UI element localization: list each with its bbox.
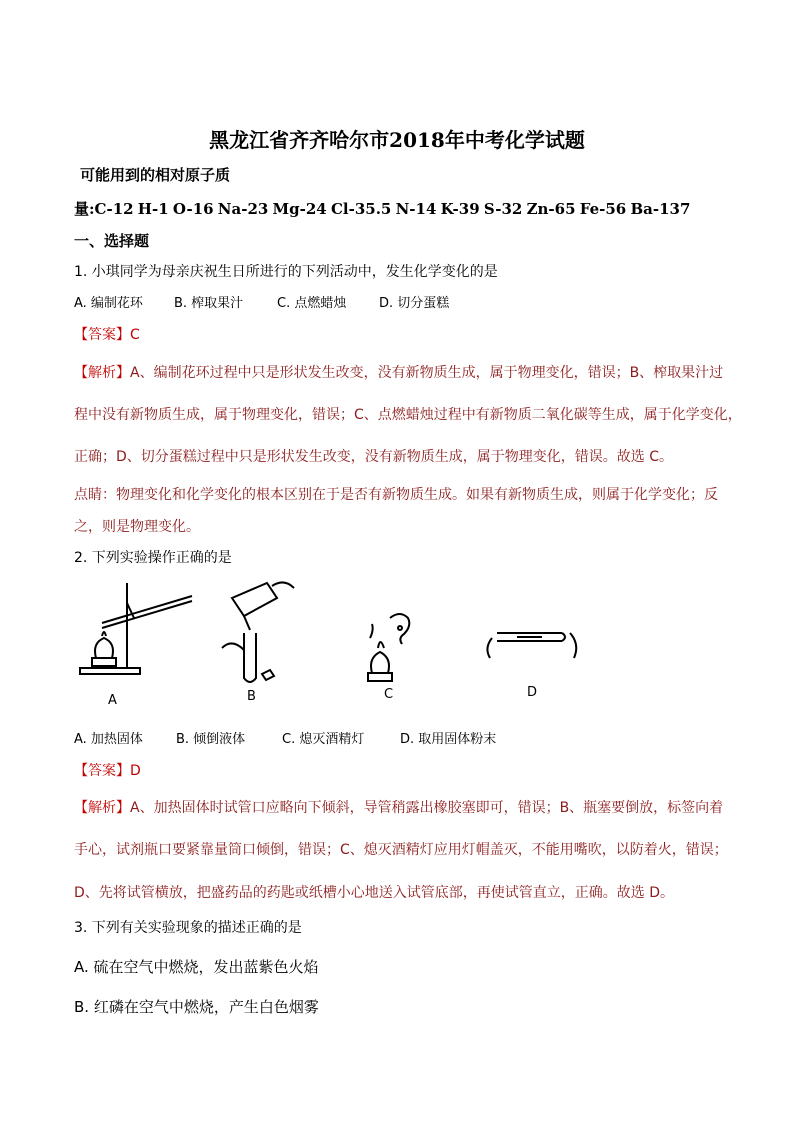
analysis-2-line-2: 手心，试剂瓶口要紧靠量筒口倾倒，错误；C、熄灭酒精灯应用灯帽盖灭，不能用嘴吹，以防着火，错误； — [74, 842, 728, 858]
atomic-mass-heading: 可能用到的相对原子质 — [80, 166, 231, 184]
figure-label-b: B — [247, 689, 256, 704]
analysis-1-line-3: 正确；D、切分蛋糕过程中只是形状发生改变，没有新物质生成，属于物理变化，错误。故选 C。 — [74, 449, 674, 465]
question-3-stem: 3. 下列有关实验现象的描述正确的是 — [74, 920, 302, 936]
answer-tag: 【答案】 — [74, 327, 130, 343]
question-2-stem: 2. 下列实验操作正确的是 — [74, 550, 232, 566]
tip-1-line-2: 之，则是物理变化。 — [74, 519, 200, 535]
analysis-2-line-3: D、先将试管横放，把盛药品的药匙或纸槽小心地送入试管底部，再使试管直立，正确。故选 D。 — [74, 885, 675, 901]
tip-1-line-1: 点睛：物理变化和化学变化的根本区别在于是否有新物质生成。如果有新物质生成，则属于化学变化；反 — [74, 487, 718, 503]
question-1-stem: 1. 小琪同学为母亲庆祝生日所进行的下列活动中，发生化学变化的是 — [74, 264, 498, 280]
answer-tag: 【答案】 — [74, 763, 130, 779]
option-b: B. 榨取果汁 — [174, 296, 244, 311]
atomic-mass-line: 量:C-12 H-1 O-16 Na-23 Mg-24 Cl-35.5 N-14 K-39 S-32 Zn-65 Fe-56 Ba-137 — [74, 200, 691, 218]
option-b: B. 倾倒液体 — [176, 732, 246, 747]
question-3-option-b: B. 红磷在空气中燃烧，产生白色烟雾 — [74, 998, 319, 1016]
option-a: A. 编制花环 — [74, 296, 143, 311]
apparatus-d-drawing — [487, 633, 576, 658]
page-title: 黑龙江省齐齐哈尔市2018年中考化学试题 — [209, 128, 585, 152]
option-c: C. 点燃蜡烛 — [277, 296, 347, 311]
analysis-1-line-2: 程中没有新物质生成，属于物理变化，错误；C、点燃蜡烛过程中有新物质二氧化碳等生成，属于化学变化， — [74, 407, 742, 423]
apparatus-b-drawing — [222, 582, 294, 682]
experiment-figure — [72, 578, 592, 708]
option-a: A. 加热固体 — [74, 732, 143, 747]
answer-2 — [74, 760, 141, 780]
option-c: C. 熄灭酒精灯 — [282, 732, 365, 747]
answer-value: C — [130, 327, 140, 343]
question-3-option-a: A. 硫在空气中燃烧，发出蓝紫色火焰 — [74, 958, 319, 976]
option-d: D. 切分蛋糕 — [379, 296, 450, 311]
analysis-tag: 【解析】 — [74, 365, 130, 381]
figure-label-c: C — [384, 687, 394, 702]
apparatus-drawings — [72, 578, 592, 708]
analysis-text: A、编制花环过程中只是形状发生改变，没有新物质生成，属于物理变化，错误；B、榨取果汁过 — [130, 365, 724, 381]
figure-label-d: D — [527, 685, 538, 700]
analysis-1-line-1 — [74, 362, 723, 382]
answer-1 — [74, 324, 140, 344]
analysis-tag: 【解析】 — [74, 800, 130, 816]
apparatus-a-drawing — [80, 583, 192, 674]
option-d: D. 取用固体粉末 — [400, 732, 497, 747]
analysis-text: A、加热固体时试管口应略向下倾斜，导管稍露出橡胶塞即可，错误；B、瓶塞要倒放，标签向着 — [130, 800, 724, 816]
answer-value: D — [130, 763, 141, 779]
section-heading: 一、选择题 — [74, 232, 150, 250]
figure-label-a: A — [108, 693, 117, 708]
apparatus-c-drawing — [368, 614, 409, 681]
analysis-2-line-1 — [74, 797, 723, 817]
